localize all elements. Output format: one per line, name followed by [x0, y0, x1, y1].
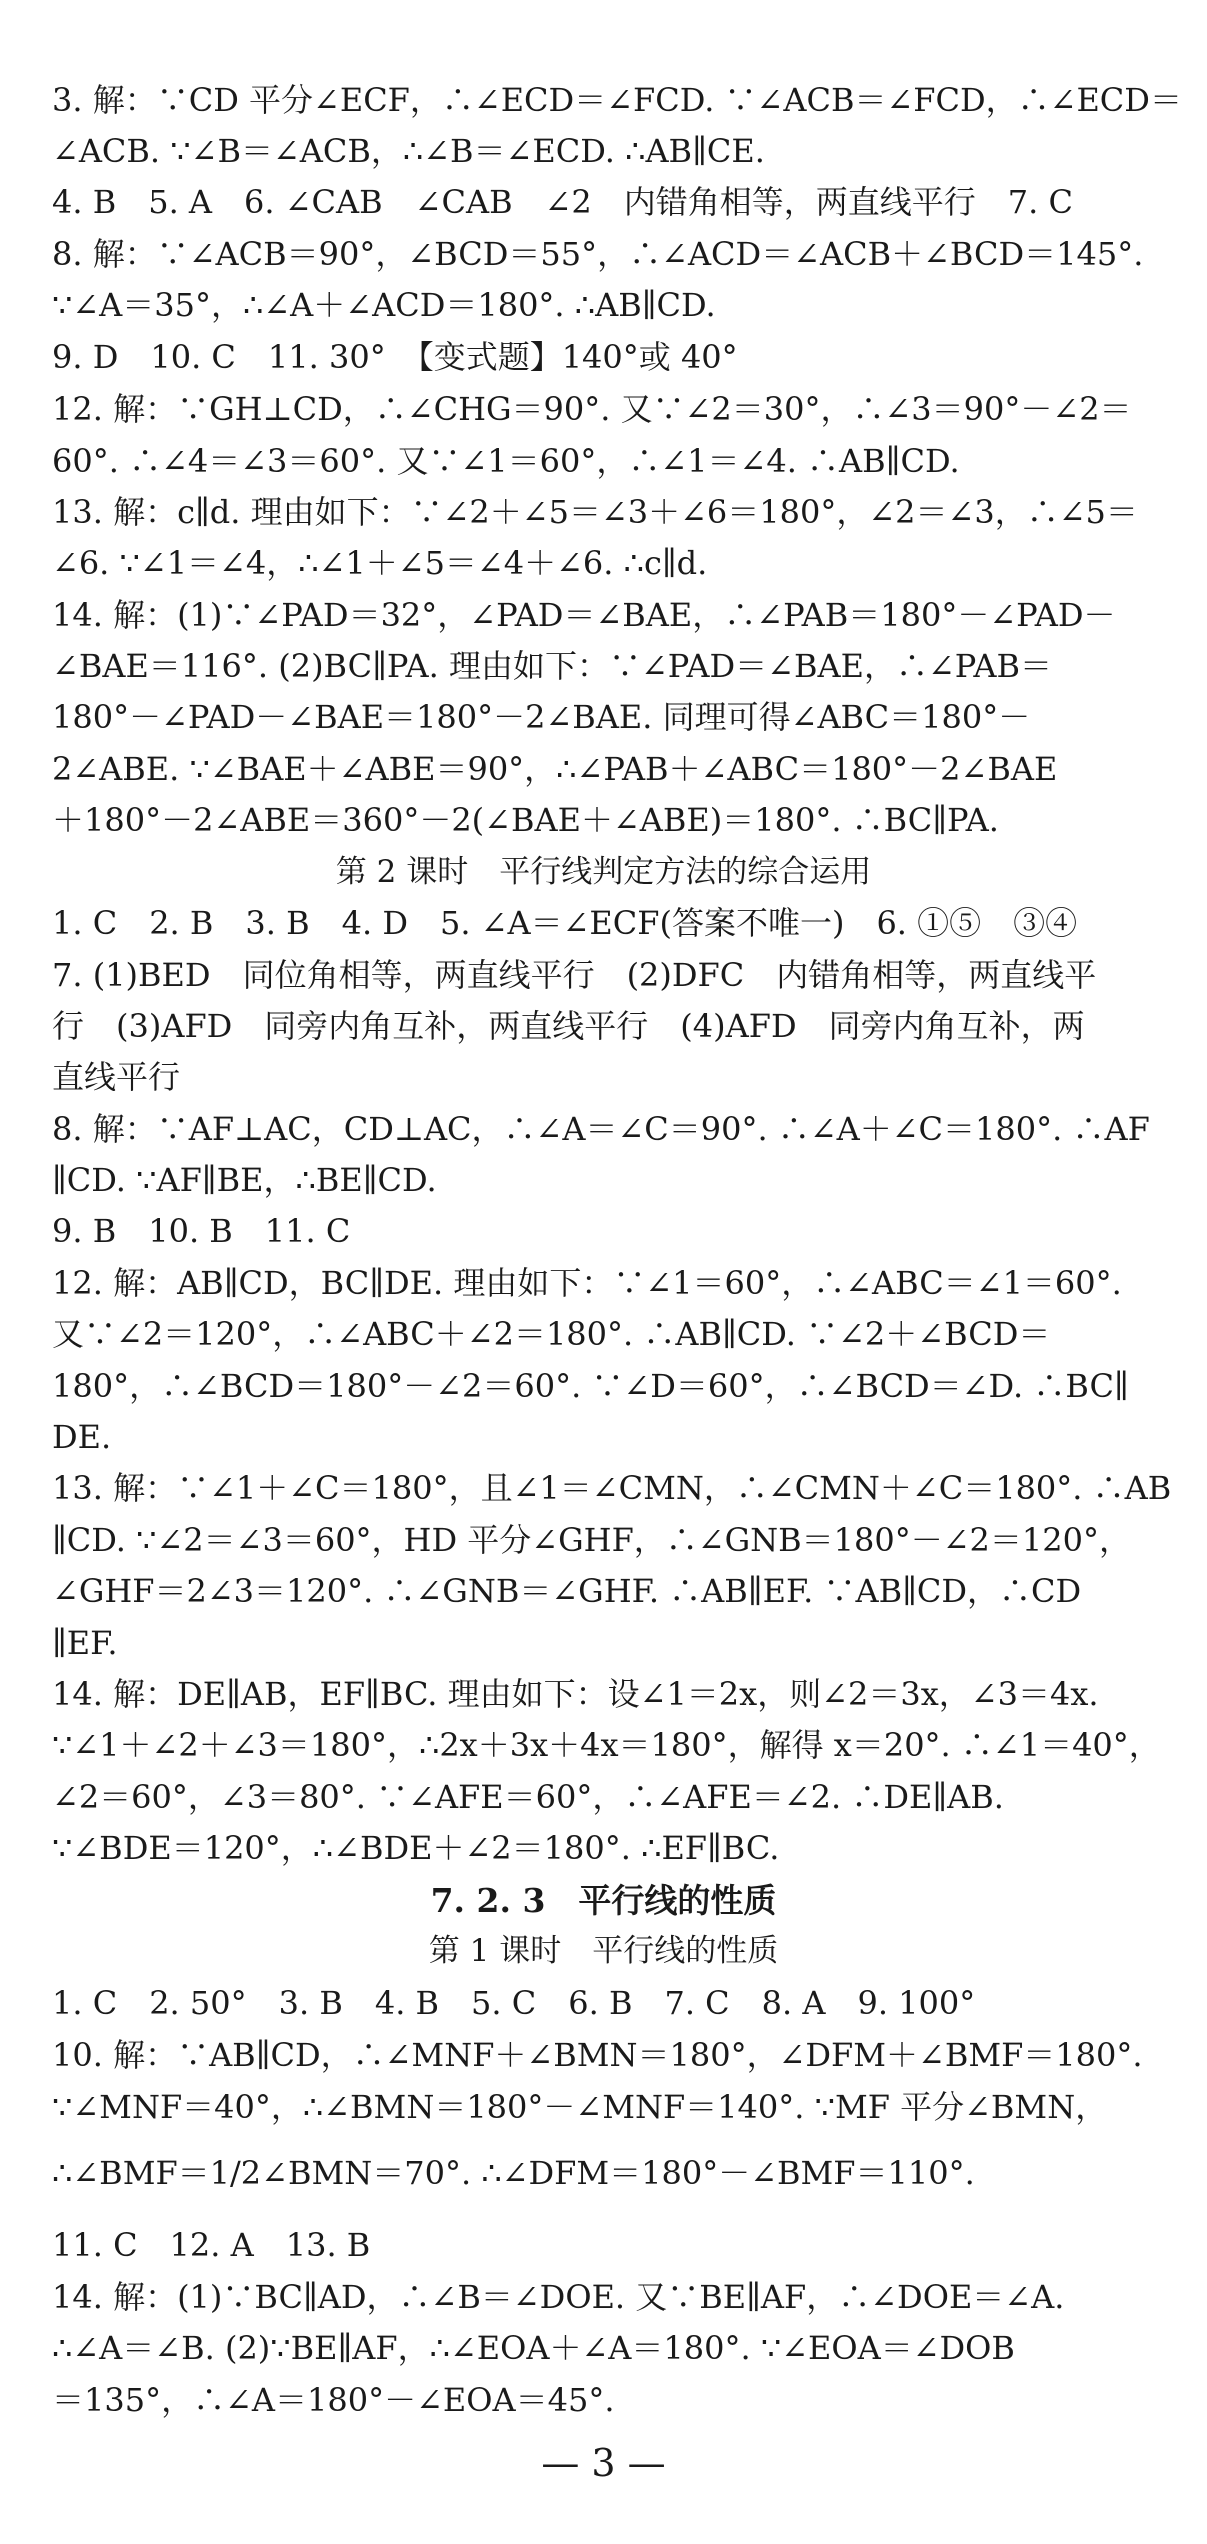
text-line: 14. 解：(1)∵∠PAD＝32°，∠PAD＝∠BAE，∴∠PAB＝180°－∠PAD－: [52, 596, 1116, 634]
text-line: ∠GHF＝2∠3＝120°. ∴∠GNB＝∠GHF. ∴AB∥EF. ∵AB∥CD，∴CD: [52, 1572, 1082, 1610]
page-number: — 3 —: [541, 2441, 666, 2485]
text-line: 3. 解：∵CD 平分∠ECF，∴∠ECD＝∠FCD. ∵∠ACB＝∠FCD，∴∠ECD＝: [52, 81, 1182, 119]
text-line: 180°－∠PAD－∠BAE＝180°－2∠BAE. 同理可得∠ABC＝180°－: [52, 698, 1031, 736]
text-line: ∴∠A＝∠B. (2)∵BE∥AF，∴∠EOA＋∠A＝180°. ∵∠EOA＝∠DOB: [52, 2329, 1015, 2367]
text-line: 直线平行: [52, 1058, 181, 1096]
text-line: ＝135°，∴∠A＝180°－∠EOA＝45°.: [52, 2381, 615, 2419]
text-line: 8. 解：∵AF⊥AC，CD⊥AC，∴∠A＝∠C＝90°. ∴∠A＋∠C＝180°. ∴AF: [52, 1110, 1150, 1148]
text-line: 12. 解：∵GH⊥CD，∴∠CHG＝90°. 又∵∠2＝30°，∴∠3＝90°－∠2＝: [52, 390, 1132, 428]
text-line: ∠6. ∵∠1＝∠4，∴∠1＋∠5＝∠4＋∠6. ∴c∥d.: [52, 544, 708, 582]
text-line: ＋180°－2∠ABE＝360°－2(∠BAE＋∠ABE)＝180°. ∴BC∥PA.: [52, 801, 999, 839]
text-line: ∥CD. ∵AF∥BE，∴BE∥CD.: [52, 1161, 437, 1199]
text-line: 8. 解：∵∠ACB＝90°，∠BCD＝55°，∴∠ACD＝∠ACB＋∠BCD＝145°.: [52, 235, 1144, 273]
text-line: ∵∠MNF＝40°，∴∠BMN＝180°－∠MNF＝140°. ∵MF 平分∠BMN，: [52, 2088, 1108, 2126]
section-heading: 7. 2. 3 平行线的性质: [430, 1881, 777, 1920]
text-line: 12. 解：AB∥CD，BC∥DE. 理由如下：∵∠1＝60°，∴∠ABC＝∠1＝60°.: [52, 1264, 1122, 1302]
text-line: 行 (3)AFD 同旁内角互补，两直线平行 (4)AFD 同旁内角互补，两: [52, 1007, 1085, 1045]
text-line: ∴∠BMF＝1/2∠BMN＝70°. ∴∠DFM＝180°－∠BMF＝110°.: [52, 2154, 975, 2192]
text-line: 180°，∴∠BCD＝180°－∠2＝60°. ∵∠D＝60°，∴∠BCD＝∠D. ∴BC∥: [52, 1367, 1129, 1405]
text-line: ∠BAE＝116°. (2)BC∥PA. 理由如下：∵∠PAD＝∠BAE，∴∠PAB＝: [52, 647, 1052, 685]
text-line: 13. 解：c∥d. 理由如下：∵∠2＋∠5＝∠3＋∠6＝180°，∠2＝∠3，∴∠5＝: [52, 493, 1138, 531]
text-line: ∵∠BDE＝120°，∴∠BDE＋∠2＝180°. ∴EF∥BC.: [52, 1829, 780, 1867]
text-line: ∠ACB. ∵∠B＝∠ACB，∴∠B＝∠ECD. ∴AB∥CE.: [52, 132, 765, 170]
text-line: 13. 解：∵∠1＋∠C＝180°，且∠1＝∠CMN，∴∠CMN＋∠C＝180°. ∴AB: [52, 1469, 1172, 1507]
text-line: 4. B 5. A 6. ∠CAB ∠CAB ∠2 内错角相等，两直线平行 7. C: [52, 183, 1073, 221]
text-line: ∠2＝60°，∠3＝80°. ∵∠AFE＝60°，∴∠AFE＝∠2. ∴DE∥AB.: [52, 1778, 1004, 1816]
lesson-heading: 第 1 课时 平行线的性质: [428, 1933, 779, 1969]
text-line: DE.: [52, 1418, 112, 1456]
text-line: ∥CD. ∵∠2＝∠3＝60°，HD 平分∠GHF，∴∠GNB＝180°－∠2＝120°，: [52, 1521, 1131, 1559]
text-line: 9. D 10. C 11. 30° 【变式题】140°或 40°: [52, 338, 738, 376]
text-line: 9. B 10. B 11. C: [52, 1212, 351, 1250]
text-line: ∥EF.: [52, 1624, 118, 1662]
text-line: 14. 解：DE∥AB，EF∥BC. 理由如下：设∠1＝2x，则∠2＝3x，∠3＝4x.: [52, 1675, 1099, 1713]
text-line: 14. 解：(1)∵BC∥AD，∴∠B＝∠DOE. 又∵BE∥AF，∴∠DOE＝∠A.: [52, 2278, 1065, 2316]
text-line: 7. (1)BED 同位角相等，两直线平行 (2)DFC 内错角相等，两直线平: [52, 956, 1097, 994]
text-line: 10. 解：∵AB∥CD，∴∠MNF＋∠BMN＝180°，∠DFM＋∠BMF＝180°.: [52, 2036, 1143, 2074]
text-line: 又∵∠2＝120°，∴∠ABC＋∠2＝180°. ∴AB∥CD. ∵∠2＋∠BCD＝: [52, 1315, 1051, 1353]
text-line: 1. C 2. B 3. B 4. D 5. ∠A＝∠ECF(答案不唯一) 6. ①⑤ ③④: [52, 904, 1078, 942]
text-line: 11. C 12. A 13. B: [52, 2226, 371, 2264]
text-line: ∵∠A＝35°，∴∠A＋∠ACD＝180°. ∴AB∥CD.: [52, 286, 716, 324]
lesson-heading: 第 2 课时 平行线判定方法的综合运用: [335, 854, 872, 890]
text-line: ∵∠1＋∠2＋∠3＝180°，∴2x＋3x＋4x＝180°，解得 x＝20°. ∴∠1＝40°，: [52, 1726, 1161, 1764]
text-line: 1. C 2. 50° 3. B 4. B 5. C 6. B 7. C 8. A 9. 100°: [52, 1984, 976, 2022]
text-line: 2∠ABE. ∵∠BAE＋∠ABE＝90°，∴∠PAB＋∠ABC＝180°－2∠BAE: [52, 750, 1058, 788]
text-line: 60°. ∴∠4＝∠3＝60°. 又∵∠1＝60°，∴∠1＝∠4. ∴AB∥CD.: [52, 442, 960, 480]
